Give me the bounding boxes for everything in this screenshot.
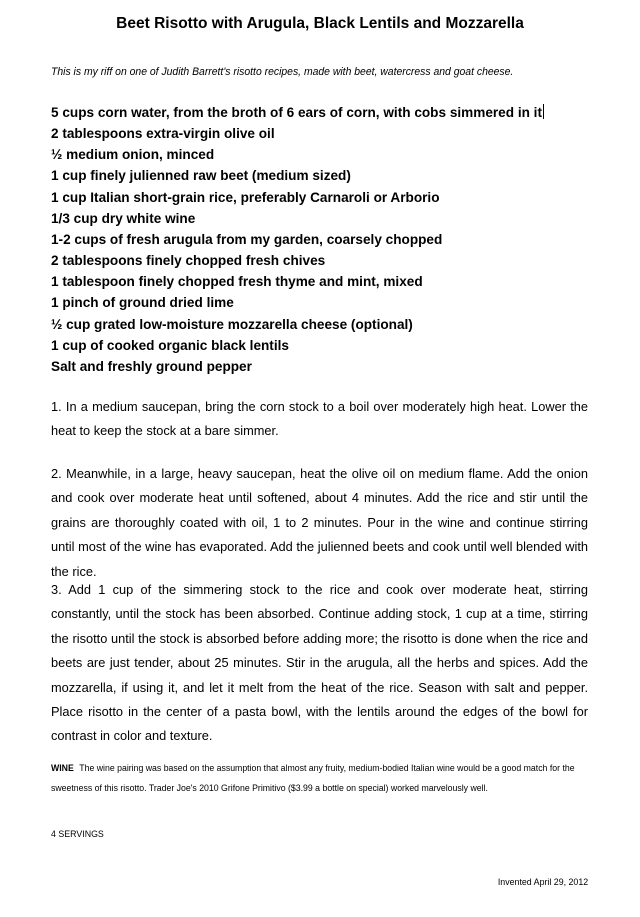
ingredient-item: 1 tablespoon finely chopped fresh thyme and mint, mixed [51,274,423,290]
ingredient-list [51,102,544,377]
ingredient-item [51,102,544,123]
ingredient-item: 1 cup of cooked organic black lentils [51,337,289,353]
ingredient-item: ½ cup grated low-moisture mozzarella cheese (optional) [51,316,413,332]
invented-date: Invented April 29, 2012 [497,877,588,888]
instruction-step-1: 1. In a medium saucepan, bring the corn stock to a boil over moderately high heat. Lower the heat to keep the stock at a bare simmer. [51,399,588,439]
instruction-step-2: 2. Meanwhile, in a large, heavy saucepan, heat the olive oil on medium flame. Add the onion and cook over moderate heat until softened, about 4 minutes. Add the rice and stir until the grains are thoroughly coated with oil, 1 to 2 minutes. Pour in the wine and continue stirring until most of the wine has evaporated. Add the julienned beets and cook until well blended with the rice. [51,466,588,579]
wine-text: The wine pairing was based on the assumption that almost any fruity, medium-bodied Italian wine would be a good match for the sweetness of this risotto. Trader Joe's 2010 Grifone Primitivo ($3.99 a bottle on special) worked marvelously well. [51,763,575,794]
servings-count: 4 SERVINGS [51,829,104,840]
ingredient-item: 1 cup Italian short-grain rice, preferably Carnaroli or Arborio [51,189,440,205]
recipe-intro: This is my riff on one of Judith Barrett's risotto recipes, made with beet, watercress and goat cheese. [51,66,514,78]
wine-label: WINE [51,763,74,774]
ingredient-item: 1 pinch of ground dried lime [51,295,234,311]
ingredient-item: ½ medium onion, minced [51,147,215,163]
ingredient-item: 2 tablespoons finely chopped fresh chives [51,253,326,269]
ingredient-item: 2 tablespoons extra-virgin olive oil [51,126,275,142]
ingredient-text: 5 cups corn water, from the broth of 6 ears of corn, with cobs simmered in it [51,105,542,120]
ingredient-item: 1/3 cup dry white wine [51,210,196,226]
text-cursor [543,104,544,119]
wine-note [51,759,588,799]
ingredient-item: 1 cup finely julienned raw beet (medium sized) [51,168,351,184]
instruction-step-3: 3. Add 1 cup of the simmering stock to the rice and cook over moderate heat, stirring constantly, until the stock has been absorbed. Continue adding stock, 1 cup at a time, stirring the risotto until the stock is absorbed before adding more; the risotto is done when the rice and beets are just tender, about 25 minutes. Stir in the arugula, all the herbs and spices. Add the mozzarella, if using it, and let it melt from the heat of the rice. Season with salt and pepper. Place risotto in the center of a pasta bowl, with the lentils around the edges of the bowl for contrast in color and texture. [51,582,588,744]
ingredient-item: Salt and freshly ground pepper [51,358,252,374]
ingredient-item: 1-2 cups of fresh arugula from my garden, coarsely chopped [51,231,443,247]
recipe-title: Beet Risotto with Arugula, Black Lentils and Mozzarella [116,15,524,32]
